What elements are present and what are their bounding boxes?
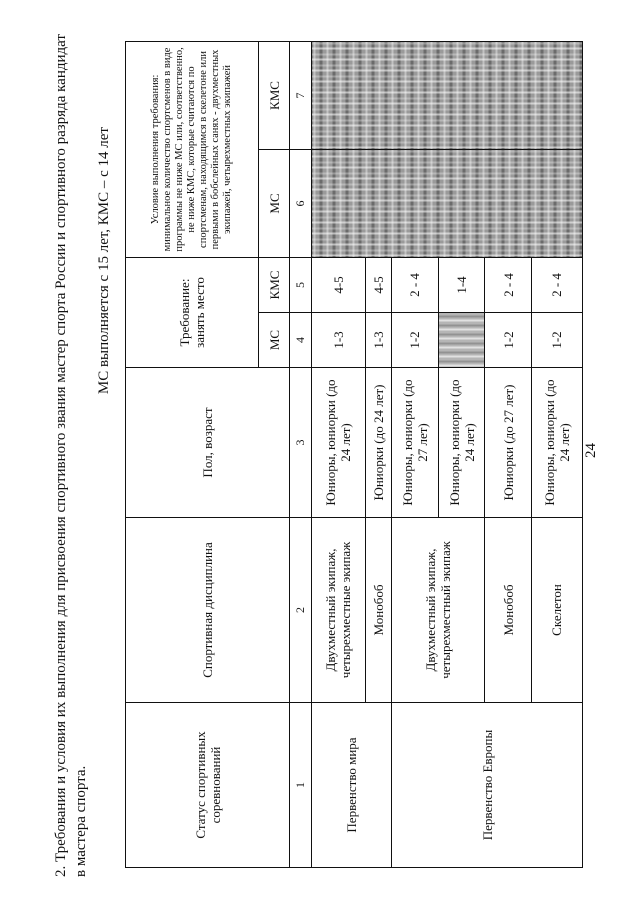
- header-kms-condition: КМС: [259, 41, 290, 149]
- kms-place-cell: 2 - 4: [531, 257, 582, 312]
- header-status: Статус спортивных соревнований: [126, 703, 290, 868]
- gender-age-cell: Юниорки (до 27 лет): [485, 368, 532, 518]
- discipline-cell: Монобоб: [365, 518, 392, 703]
- column-number: 1: [290, 703, 312, 868]
- discipline-cell: Двухместный экипаж, четырехместный экипаж: [392, 518, 485, 703]
- ms-place-cell: 1-2: [392, 313, 439, 368]
- header-requirement: Требование: занять место: [126, 257, 259, 367]
- gender-age-cell: Юниорки (до 24 лет): [365, 368, 392, 518]
- gender-age-cell: Юниоры, юниорки (до 24 лет): [531, 368, 582, 518]
- column-numbers-row: [290, 41, 312, 867]
- column-number: 4: [290, 313, 312, 368]
- column-number: 7: [290, 41, 312, 149]
- redacted-ms-place-cell: [438, 313, 485, 368]
- header-kms: КМС: [259, 257, 290, 312]
- kms-place-cell: 4-5: [312, 257, 365, 312]
- header-ms-condition: МС: [259, 149, 290, 257]
- gender-age-cell: Юниоры, юниорки (до 24 лет): [312, 368, 365, 518]
- kms-place-cell: 4-5: [365, 257, 392, 312]
- column-number: 3: [290, 368, 312, 518]
- column-number: 2: [290, 518, 312, 703]
- column-number: 6: [290, 149, 312, 257]
- kms-place-cell: 2 - 4: [485, 257, 532, 312]
- ms-place-cell: 1-2: [485, 313, 532, 368]
- age-note: МС выполняется с 15 лет, КМС – с 14 лет: [96, 127, 112, 395]
- ms-place-cell: 1-3: [365, 313, 392, 368]
- header-ms: МС: [259, 313, 290, 368]
- status-cell: Первенство Европы: [392, 703, 583, 868]
- ms-place-cell: 1-2: [531, 313, 582, 368]
- gender-age-cell: Юниоры, юниорки (до 27 лет): [392, 368, 439, 518]
- section-heading: 2. Требования и условия их выполнения для присвоения спортивного звания мастер спорта России и спортивного разряда кандидат в мастера спорта.: [53, 34, 89, 877]
- discipline-cell: Двухместный экипаж, четырехместные экипаж: [312, 518, 365, 703]
- column-number: 5: [290, 257, 312, 312]
- kms-place-cell: 2 - 4: [392, 257, 439, 312]
- header-condition: Условие выполнения требования: минимальное количество спортсменов в виде программы не ниже МС или, соответственно, не ниже КМС, которые считаются по спортсменам, находящимся в скелетоне или первыми в бобслейных санях - двухместных экипажей, четырехместных экипажей: [126, 41, 259, 257]
- discipline-cell: Скелетон: [531, 518, 582, 703]
- redacted-kms-condition: [312, 41, 583, 149]
- kms-place-cell: 1-4: [438, 257, 485, 312]
- status-cell: Первенство мира: [312, 703, 392, 868]
- header-gender-age: Пол, возраст: [126, 368, 290, 518]
- requirements-table: [125, 41, 583, 868]
- redacted-ms-condition: [312, 149, 583, 257]
- header-discipline: Спортивная дисциплина: [126, 518, 290, 703]
- page-number: 24: [583, 443, 599, 458]
- discipline-cell: Монобоб: [485, 518, 532, 703]
- table-row: [312, 41, 365, 867]
- gender-age-cell: Юниоры, юниорки (до 24 лет): [438, 368, 485, 518]
- ms-place-cell: 1-3: [312, 313, 365, 368]
